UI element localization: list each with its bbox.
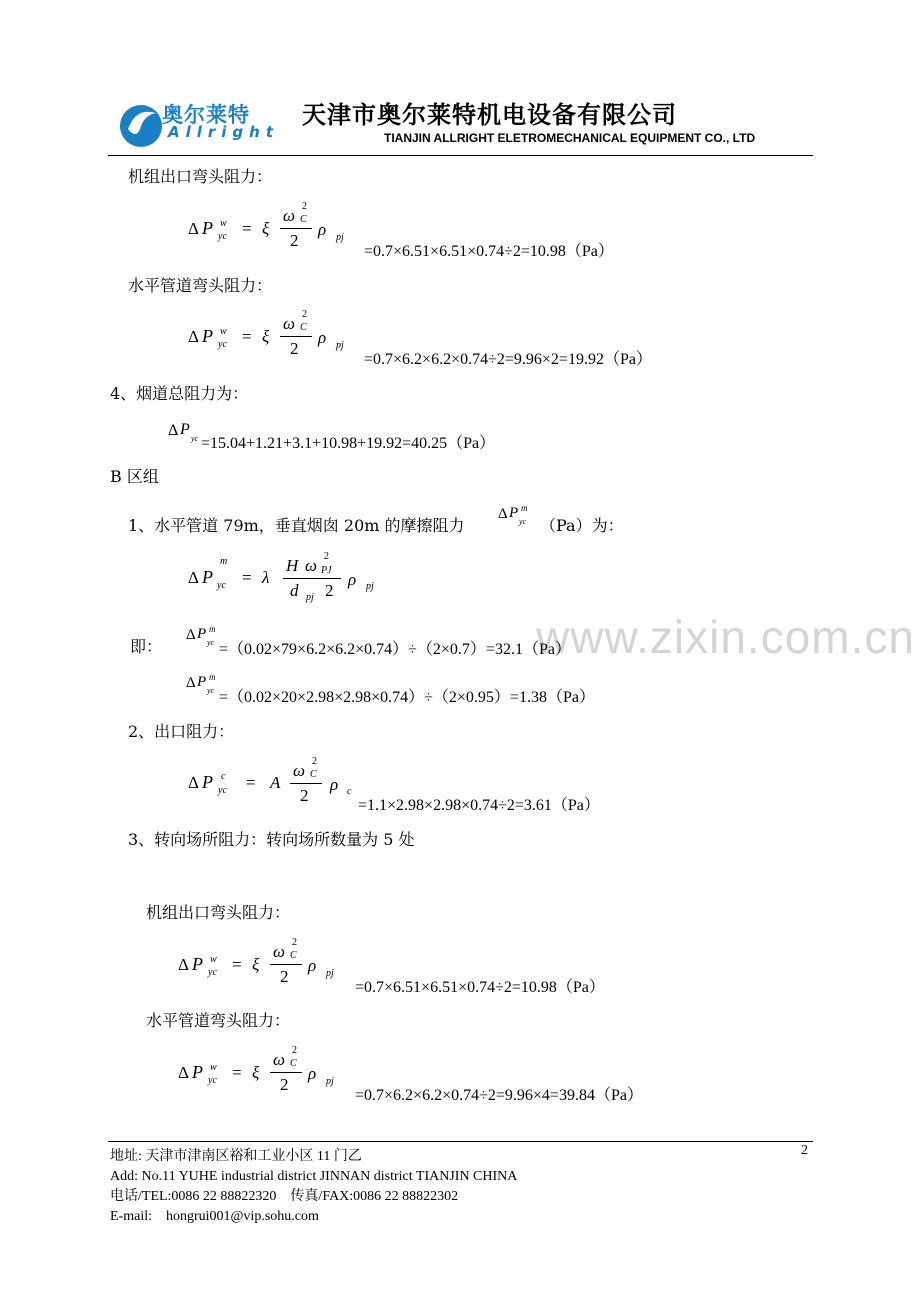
subscript-yc: yc xyxy=(218,231,227,242)
turning-resistance-heading: 3、转向场所阻力：转向场所数量为 5 处 xyxy=(128,830,415,849)
subscript-c: c xyxy=(347,786,352,797)
pressure-symbol: P xyxy=(197,626,207,642)
subscript-C: C xyxy=(290,950,297,961)
superscript-w: w xyxy=(220,218,227,229)
total-resistance-heading: 4、烟道总阻力为： xyxy=(110,384,249,403)
pressure-symbol: P xyxy=(197,674,207,690)
subscript-yc: yc xyxy=(208,1075,217,1086)
equals-sign: = xyxy=(242,327,252,346)
footer-email: E-mail: hongrui001@vip.sohu.com xyxy=(110,1209,319,1224)
delta-symbol: Δ xyxy=(168,422,179,439)
friction-result-horizontal: =（0.02×79×6.2×6.2×0.74）÷（2×0.7）=32.1（Pa） xyxy=(219,641,571,658)
delta-symbol: Δ xyxy=(188,327,199,346)
omega-symbol: ω xyxy=(273,1050,286,1069)
omega-symbol: ω xyxy=(283,314,296,333)
company-logo xyxy=(116,97,286,149)
subscript-C: C xyxy=(300,214,307,225)
square-exponent: 2 xyxy=(292,1045,297,1056)
superscript-c: c xyxy=(221,771,226,782)
superscript-m: m xyxy=(209,624,216,634)
fraction-bar xyxy=(280,336,312,337)
denominator-two: 2 xyxy=(290,339,299,358)
subscript-pj: pj xyxy=(366,581,374,592)
denominator-two: 2 xyxy=(325,581,334,600)
fraction-bar xyxy=(283,578,341,579)
superscript-w: w xyxy=(220,326,227,337)
pressure-symbol: P xyxy=(509,505,519,521)
pressure-symbol: P xyxy=(192,1062,203,1082)
calc-result-4: =0.7×6.2×6.2×0.74÷2=9.96×4=39.84（Pa） xyxy=(355,1087,643,1104)
fraction-bar xyxy=(280,228,312,229)
horizontal-pipe-elbow-heading: 水平管道弯头阻力： xyxy=(128,276,273,295)
unit-outlet-elbow-heading: 机组出口弯头阻力： xyxy=(128,167,273,186)
subscript-yc: yc xyxy=(218,785,227,796)
outlet-result: =1.1×2.98×2.98×0.74÷2=3.61（Pa） xyxy=(358,797,600,814)
total-result: =15.04+1.21+3.1+10.98+19.92=40.25（Pa） xyxy=(201,435,496,452)
subscript-pj: pj xyxy=(306,592,314,603)
subscript-yc: yc xyxy=(208,967,217,978)
subscript-yc: yc xyxy=(519,517,527,526)
pressure-symbol: P xyxy=(180,421,190,438)
lambda-symbol: λ xyxy=(262,568,270,587)
subscript-yc: yc xyxy=(207,686,215,695)
subscript-C: C xyxy=(300,322,307,333)
company-name-english: TIANJIN ALLRIGHT ELETROMECHANICAL EQUIPMENT CO., LTD xyxy=(384,131,756,145)
delta-symbol: Δ xyxy=(498,506,508,522)
fraction-bar xyxy=(290,783,322,784)
subscript-yc: yc xyxy=(218,339,227,350)
denominator-two: 2 xyxy=(290,231,299,250)
logo-swoosh-icon xyxy=(116,99,166,149)
rho-symbol: ρ xyxy=(308,1064,317,1083)
delta-symbol: Δ xyxy=(178,955,189,974)
subscript-pj: pj xyxy=(326,968,334,979)
superscript-m: m xyxy=(209,672,216,682)
delta-symbol: Δ xyxy=(178,1063,189,1082)
delta-symbol: Δ xyxy=(186,675,196,691)
rho-symbol: ρ xyxy=(318,220,327,239)
delta-symbol: Δ xyxy=(188,568,199,587)
equals-sign: = xyxy=(242,219,252,238)
equals-sign: = xyxy=(232,1063,242,1082)
friction-heading-tail: （Pa）为： xyxy=(540,516,624,535)
omega-symbol: ω xyxy=(283,206,296,225)
friction-result-vertical: =（0.02×20×2.98×2.98×0.74）÷（2×0.95）=1.38（Pa） xyxy=(219,689,595,706)
denominator-two: 2 xyxy=(280,967,289,986)
square-exponent: 2 xyxy=(292,937,297,948)
subscript-C: C xyxy=(290,1058,297,1069)
horizontal-pipe-elbow-heading-b: 水平管道弯头阻力： xyxy=(146,1011,291,1030)
diameter-symbol: d xyxy=(290,581,299,600)
denominator-two: 2 xyxy=(300,786,309,805)
superscript-w: w xyxy=(210,1062,217,1073)
pressure-symbol: P xyxy=(202,772,213,792)
that-is-label: 即： xyxy=(130,637,163,656)
pressure-symbol: P xyxy=(192,954,203,974)
watermark-text: www.zixin.com.cn xyxy=(536,611,915,663)
square-exponent: 2 xyxy=(312,756,317,767)
fraction-bar xyxy=(270,964,302,965)
pressure-symbol: P xyxy=(202,326,213,346)
calc-result-3: =0.7×6.51×6.51×0.74÷2=10.98（Pa） xyxy=(355,979,605,996)
delta-symbol: Δ xyxy=(188,773,199,792)
equals-sign: = xyxy=(246,773,256,792)
rho-symbol: ρ xyxy=(348,570,357,589)
logo-english-text: Allright xyxy=(168,123,280,141)
superscript-w: w xyxy=(210,954,217,965)
subscript-yc: yc xyxy=(191,434,199,443)
xi-symbol: ξ xyxy=(262,327,270,346)
calc-result-2: =0.7×6.2×6.2×0.74÷2=9.96×2=19.92（Pa） xyxy=(364,351,652,368)
coefficient-A: A xyxy=(270,773,281,792)
footer-address-chinese: 地址: 天津市津南区裕和工业小区 11 门乙 xyxy=(110,1149,362,1164)
square-exponent: 2 xyxy=(302,309,307,320)
square-exponent: 2 xyxy=(324,551,329,562)
delta-symbol: Δ xyxy=(186,627,196,643)
subscript-yc: yc xyxy=(207,638,215,647)
rho-symbol: ρ xyxy=(318,328,327,347)
rho-symbol: ρ xyxy=(308,956,317,975)
footer-divider xyxy=(108,1141,813,1142)
unit-outlet-elbow-heading-b: 机组出口弯头阻力： xyxy=(146,903,291,922)
xi-symbol: ξ xyxy=(262,219,270,238)
omega-symbol: ω xyxy=(273,942,286,961)
footer-address-english: Add: No.11 YUHE industrial district JINNAN district TIANJIN CHINA xyxy=(110,1169,518,1184)
equals-sign: = xyxy=(232,955,242,974)
xi-symbol: ξ xyxy=(252,1063,260,1082)
xi-symbol: ξ xyxy=(252,955,260,974)
fraction-bar xyxy=(270,1072,302,1073)
calc-result-1: =0.7×6.51×6.51×0.74÷2=10.98（Pa） xyxy=(364,243,614,260)
friction-resistance-heading: 1、水平管道 79m，垂直烟囱 20m 的摩擦阻力 xyxy=(128,516,465,535)
omega-symbol: ω xyxy=(293,761,306,780)
subscript-C: C xyxy=(310,769,317,780)
subscript-yc: yc xyxy=(217,580,226,591)
height-symbol: H xyxy=(286,556,299,575)
page-number: 2 xyxy=(801,1143,808,1158)
equals-sign: = xyxy=(242,568,252,587)
square-exponent: 2 xyxy=(302,201,307,212)
subscript-pj: pj xyxy=(336,232,344,243)
denominator-two: 2 xyxy=(280,1075,289,1094)
superscript-m: m xyxy=(220,556,228,567)
subscript-pj: pj xyxy=(326,1076,334,1087)
section-b-heading: B 区组 xyxy=(110,467,159,486)
outlet-resistance-heading: 2、出口阻力： xyxy=(128,722,235,741)
header-divider xyxy=(108,155,813,156)
footer-phone-fax: 电话/TEL:0086 22 88822320 传真/FAX:0086 22 88822302 xyxy=(110,1189,459,1204)
pressure-symbol: P xyxy=(202,218,213,238)
omega-symbol: ω xyxy=(305,556,318,575)
subscript-pj: pj xyxy=(336,340,344,351)
company-name-chinese: 天津市奥尔莱特机电设备有限公司 xyxy=(302,101,677,129)
delta-symbol: Δ xyxy=(188,219,199,238)
logo-chinese-text: 奥尔莱特 xyxy=(162,103,250,127)
superscript-m: m xyxy=(521,503,528,513)
rho-symbol: ρ xyxy=(330,775,339,794)
subscript-PJ: PJ xyxy=(321,565,332,576)
pressure-symbol: P xyxy=(202,567,213,587)
